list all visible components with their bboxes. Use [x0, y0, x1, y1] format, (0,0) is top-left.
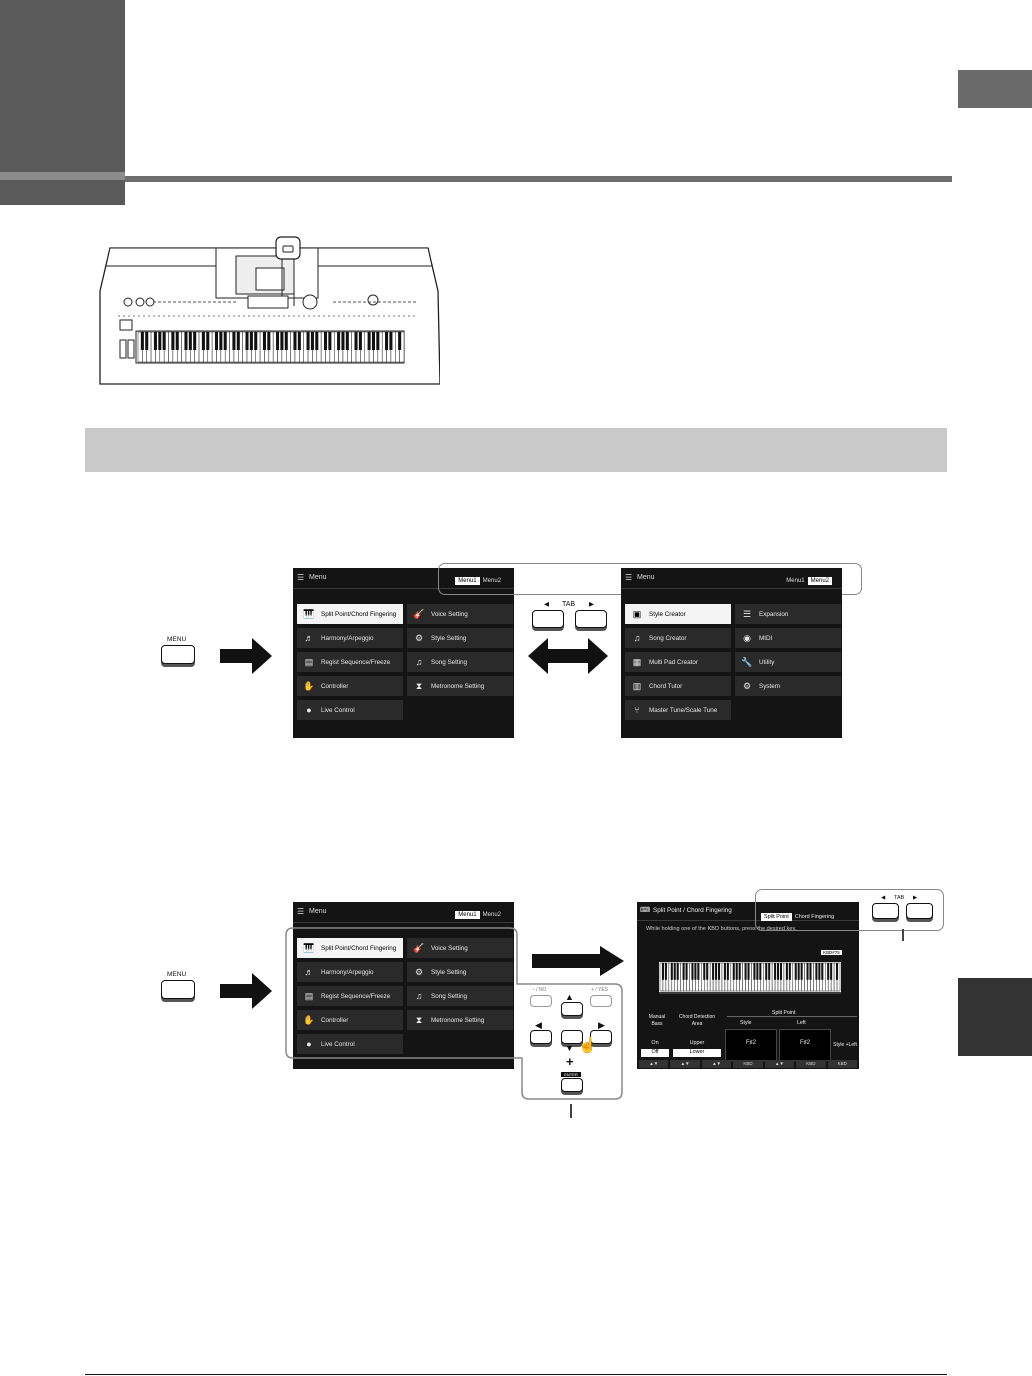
left-label: Left [797, 1020, 806, 1026]
menu-item-label: Song Setting [431, 992, 468, 1000]
keyboard-icon: 🎹 [303, 608, 315, 619]
black-key [263, 332, 266, 350]
screen-header [621, 568, 842, 589]
black-key [267, 332, 270, 350]
black-key [753, 963, 755, 980]
black-key [254, 332, 257, 350]
enter-label: ENTER [561, 1072, 581, 1077]
callout-leader [570, 1104, 572, 1118]
black-key [795, 963, 797, 980]
menu-list-icon: ☰ [297, 907, 305, 916]
menu-list-icon: ☰ [625, 573, 633, 582]
black-key [703, 963, 705, 980]
menu-item-regist-sequence-freeze[interactable] [297, 652, 403, 672]
black-key [697, 963, 699, 980]
tab-menu2[interactable]: Menu2 [808, 577, 832, 585]
black-key [219, 332, 222, 350]
black-key [789, 963, 791, 980]
tab-split-point[interactable]: Split Point [761, 913, 792, 921]
black-key [747, 963, 749, 980]
cursor-left-button[interactable] [530, 1030, 552, 1044]
black-key [232, 332, 235, 350]
menu-button[interactable] [161, 980, 195, 999]
black-key [346, 332, 349, 350]
black-key [756, 963, 758, 980]
bottom-cell[interactable]: KBD [796, 1060, 825, 1068]
instrument-illustration [98, 236, 440, 386]
down-arrow-icon: ▼ [565, 1043, 574, 1053]
menu-button-label: MENU [167, 971, 187, 978]
bottom-cell[interactable]: ▲▼ [765, 1060, 794, 1068]
menu-item-label: Live Control [321, 1040, 355, 1048]
chord-area-upper[interactable]: Upper [689, 1040, 705, 1046]
black-key [671, 963, 673, 980]
tab-right-button[interactable] [906, 903, 933, 919]
menu-item-label: Split Point/Chord Fingering [321, 610, 397, 618]
black-key [724, 963, 726, 980]
style-gear-icon: ⚙ [414, 632, 424, 643]
black-key [801, 963, 803, 980]
menu-item-live-control[interactable] [297, 700, 403, 720]
menu-item-label: Voice Setting [431, 944, 468, 952]
guitar-gear-icon: 🎸 [413, 942, 425, 953]
black-key [145, 332, 148, 350]
tab-button-label: TAB [894, 895, 905, 901]
black-key [328, 332, 331, 350]
black-key [355, 332, 358, 350]
tab-button-label: TAB [562, 601, 576, 608]
tab-right-button[interactable] [575, 610, 607, 628]
bottom-cell[interactable]: KBD [828, 1060, 857, 1068]
chord-area-label: Chord Detection Area [678, 1014, 716, 1027]
black-key [712, 963, 714, 980]
black-key [768, 963, 770, 980]
menu-item-utility[interactable] [735, 652, 841, 672]
menu-item-label: Master Tune/Scale Tune [649, 706, 718, 714]
chord-tutor-icon: ▥ [632, 680, 642, 691]
menu-item-label: Style Setting [431, 968, 467, 976]
menu-item-label: Song Setting [431, 658, 468, 666]
black-key [224, 332, 227, 350]
footer-rule [85, 1374, 947, 1375]
black-key [341, 332, 344, 350]
black-key [163, 332, 166, 350]
menu-item-style-creator[interactable] [625, 604, 731, 624]
black-key [158, 332, 161, 350]
menu-item-label: Split Point/Chord Fingering [321, 944, 397, 952]
multipad-icon: ▦ [632, 656, 642, 667]
black-key [285, 332, 288, 350]
black-key [189, 332, 192, 350]
black-key [245, 332, 248, 350]
callout-leader [902, 929, 904, 941]
style-creator-icon: ▣ [632, 608, 642, 619]
tab-chord-fingering[interactable]: Chord Fingering [794, 914, 835, 920]
left-value: F♯2 [799, 1040, 810, 1046]
black-key [376, 332, 379, 350]
menu-item-label: Harmony/Arpeggio [321, 634, 374, 642]
black-key [809, 963, 811, 980]
knob-icon: ● [306, 705, 312, 715]
wrench-icon: 🔧 [741, 656, 753, 667]
black-key [154, 332, 157, 350]
black-key [337, 332, 340, 350]
black-key [662, 963, 664, 980]
style-left-label: Style +Left [833, 1042, 857, 1048]
menu-item-metronome-setting[interactable] [407, 676, 513, 696]
manual-bass-on[interactable]: On [651, 1040, 659, 1046]
tab-right-arrow-icon: ▶ [913, 895, 918, 901]
menu-button[interactable] [161, 645, 195, 664]
black-key [830, 963, 832, 980]
black-key [385, 332, 388, 350]
menu-item-song-creator[interactable] [625, 628, 731, 648]
no-button-label: – / NO [532, 987, 547, 993]
style-split-cell[interactable] [725, 1029, 777, 1061]
black-key [706, 963, 708, 980]
black-key [293, 332, 296, 350]
arrow-right-icon [532, 946, 624, 976]
black-key [298, 332, 301, 350]
arrow-right-icon [220, 638, 272, 674]
bottom-cell[interactable]: ▲▼ [639, 1060, 668, 1068]
black-key [718, 963, 720, 980]
black-key [237, 332, 240, 350]
menu-item-label: Expansion [759, 610, 789, 618]
keyboard-small-icon: ⌨ [640, 907, 651, 914]
tab-left-button[interactable] [872, 903, 899, 919]
menu-item-master-tune-scale-tune[interactable] [625, 700, 731, 720]
menu-item-label: Utility [759, 658, 775, 666]
metronome-gear-icon: ⧗ [415, 1014, 423, 1025]
left-arrow-icon: ◀ [535, 1020, 542, 1030]
black-key [215, 332, 218, 350]
left-split-cell[interactable] [779, 1029, 831, 1061]
black-key [827, 963, 829, 980]
black-key [694, 963, 696, 980]
menu-item-label: Voice Setting [431, 610, 468, 618]
finger-icon: ☝ [578, 1037, 597, 1054]
tab-left-arrow-icon: ◀ [881, 895, 886, 901]
style-gear-icon: ⚙ [414, 966, 424, 977]
menu-item-voice-setting[interactable] [407, 604, 513, 624]
black-key [315, 332, 318, 350]
enter-button[interactable] [561, 1078, 583, 1092]
black-key [171, 332, 174, 350]
menu-item-label: Song Creator [649, 634, 687, 642]
black-key [821, 963, 823, 980]
right-arrow-icon: ▶ [598, 1020, 605, 1030]
expansion-icon: ☰ [742, 608, 752, 619]
screen-title: Menu [309, 908, 327, 915]
midi-icon: ◉ [743, 632, 751, 643]
black-key [683, 963, 685, 980]
menu-item-label: Metronome Setting [431, 1016, 485, 1024]
yes-button-label: + / YES [591, 987, 609, 993]
menu-item-label: Regist Sequence/Freeze [321, 992, 391, 1000]
black-key [398, 332, 401, 350]
menu-item-song-setting[interactable] [407, 652, 513, 672]
menu2-screen [621, 568, 842, 738]
black-key [777, 963, 779, 980]
black-key [733, 963, 735, 980]
menu-item-label: Style Setting [431, 634, 467, 642]
black-key [836, 963, 838, 980]
menu-item-label: Regist Sequence/Freeze [321, 658, 391, 666]
menu-button-label: MENU [167, 636, 187, 643]
black-key [818, 963, 820, 980]
tab-menu1[interactable]: Menu1 [455, 577, 479, 585]
black-key [368, 332, 371, 350]
bottom-cell[interactable]: ▲▼ [702, 1060, 731, 1068]
black-key [359, 332, 362, 350]
black-key [665, 963, 667, 980]
bottom-cell[interactable]: ▲▼ [670, 1060, 699, 1068]
menu-item-chord-tutor[interactable] [625, 676, 731, 696]
menu-item-label: MIDI [759, 634, 773, 642]
menu-item-label: Controller [321, 1016, 349, 1024]
black-key [686, 963, 688, 980]
menu-item-label: Multi Pad Creator [649, 658, 698, 666]
regist-icon: ▤ [304, 656, 314, 667]
menu-item-label: Live Control [321, 706, 355, 714]
knob-icon: ● [306, 1039, 312, 1049]
black-key [715, 963, 717, 980]
keyboard-icon: 🎹 [303, 942, 315, 953]
note-gear-icon: ♫ [415, 991, 423, 1001]
black-key [765, 963, 767, 980]
menu-item-label: Style Creator [649, 610, 686, 618]
bottom-cell[interactable]: KBD [733, 1060, 762, 1068]
section-heading-bar [85, 428, 947, 472]
menu-item-split-point-chord-fingering[interactable] [297, 604, 403, 624]
tab-menu2[interactable]: Menu2 [480, 911, 504, 919]
side-tab-active [958, 978, 1032, 1056]
black-key [807, 963, 809, 980]
black-key [727, 963, 729, 980]
menu-item-label: Metronome Setting [431, 682, 485, 690]
tuning-fork-icon: ⑂ [634, 705, 640, 715]
menu-list-icon: ☰ [297, 573, 305, 582]
screen-title: Menu [309, 574, 327, 581]
menu-item-harmony-arpeggio[interactable] [297, 628, 403, 648]
kbd-badge: KBD#75 [823, 950, 840, 955]
tab-menu1[interactable]: Menu1 [783, 577, 807, 585]
black-key [815, 963, 817, 980]
style-value: F♯2 [745, 1040, 756, 1046]
no-button[interactable] [530, 995, 552, 1007]
split-screen-title: Split Point / Chord Fingering [653, 907, 732, 914]
black-key [250, 332, 253, 350]
harmony-icon: ♬ [304, 633, 314, 643]
menu-item-label: Chord Tutor [649, 682, 683, 690]
black-key [307, 332, 310, 350]
side-tab-top [958, 70, 1032, 108]
manual-bass-label: Manual Bass [648, 1014, 666, 1027]
black-key [276, 332, 279, 350]
up-arrow-icon: ▲ [565, 992, 574, 1002]
double-arrow-icon [528, 638, 608, 674]
menu-item-label: System [759, 682, 780, 690]
menu-item-expansion[interactable] [735, 604, 841, 624]
menu-item-label: Harmony/Arpeggio [321, 968, 374, 976]
tab-left-button[interactable] [532, 610, 564, 628]
black-key [677, 963, 679, 980]
black-key [311, 332, 314, 350]
black-key [798, 963, 800, 980]
tab-menu2[interactable]: Menu2 [480, 577, 504, 585]
keyboard-display [659, 962, 841, 994]
black-key [206, 332, 209, 350]
black-key [202, 332, 205, 350]
black-key [739, 963, 741, 980]
black-key [674, 963, 676, 980]
style-label: Style [740, 1020, 752, 1026]
system-gear-icon: ⚙ [742, 680, 752, 691]
arrow-right-icon [220, 973, 272, 1009]
black-key [736, 963, 738, 980]
black-key [389, 332, 392, 350]
black-key [280, 332, 283, 350]
plus-sign: + [566, 1054, 574, 1069]
tab-left-arrow-icon: ◀ [544, 601, 549, 608]
black-key [141, 332, 144, 350]
split-point-label: Split Point [772, 1010, 796, 1016]
header-rule [125, 176, 952, 182]
black-key [324, 332, 327, 350]
black-key [184, 332, 187, 350]
manual-bass-off[interactable]: Off [641, 1049, 669, 1057]
tab-right-arrow-icon: ▶ [589, 601, 594, 608]
menu-item-controller[interactable] [297, 676, 403, 696]
black-key [745, 963, 747, 980]
note-gear-icon: ♫ [415, 657, 423, 667]
guitar-gear-icon: 🎸 [413, 608, 425, 619]
menu-item-style-setting[interactable] [407, 628, 513, 648]
cursor-up-button[interactable] [561, 1002, 583, 1016]
menu-item-midi[interactable] [735, 628, 841, 648]
black-key [372, 332, 375, 350]
controller-icon: ✋ [303, 1014, 315, 1025]
black-key [786, 963, 788, 980]
menu-item-label: Controller [321, 682, 349, 690]
black-key [780, 963, 782, 980]
metronome-gear-icon: ⧗ [415, 680, 423, 691]
black-key [176, 332, 179, 350]
black-key [759, 963, 761, 980]
black-key [193, 332, 196, 350]
chapter-tab-stripe [0, 172, 125, 180]
black-key [774, 963, 776, 980]
harmony-icon: ♬ [304, 967, 314, 977]
song-creator-icon: ♫ [633, 633, 641, 643]
screen-header [293, 902, 514, 923]
menu-item-system[interactable] [735, 676, 841, 696]
instruction-text: While holding one of the KBD buttons, press the desired key. [646, 926, 797, 932]
black-key [691, 963, 693, 980]
chord-area-lower[interactable]: Lower [673, 1049, 721, 1057]
yes-button[interactable] [590, 995, 612, 1007]
regist-icon: ▤ [304, 990, 314, 1001]
tab-menu1[interactable]: Menu1 [455, 911, 479, 919]
menu-item-multi-pad-creator[interactable] [625, 652, 731, 672]
controller-icon: ✋ [303, 680, 315, 691]
split-point-divider [727, 1016, 857, 1017]
screen-title: Menu [637, 574, 655, 581]
